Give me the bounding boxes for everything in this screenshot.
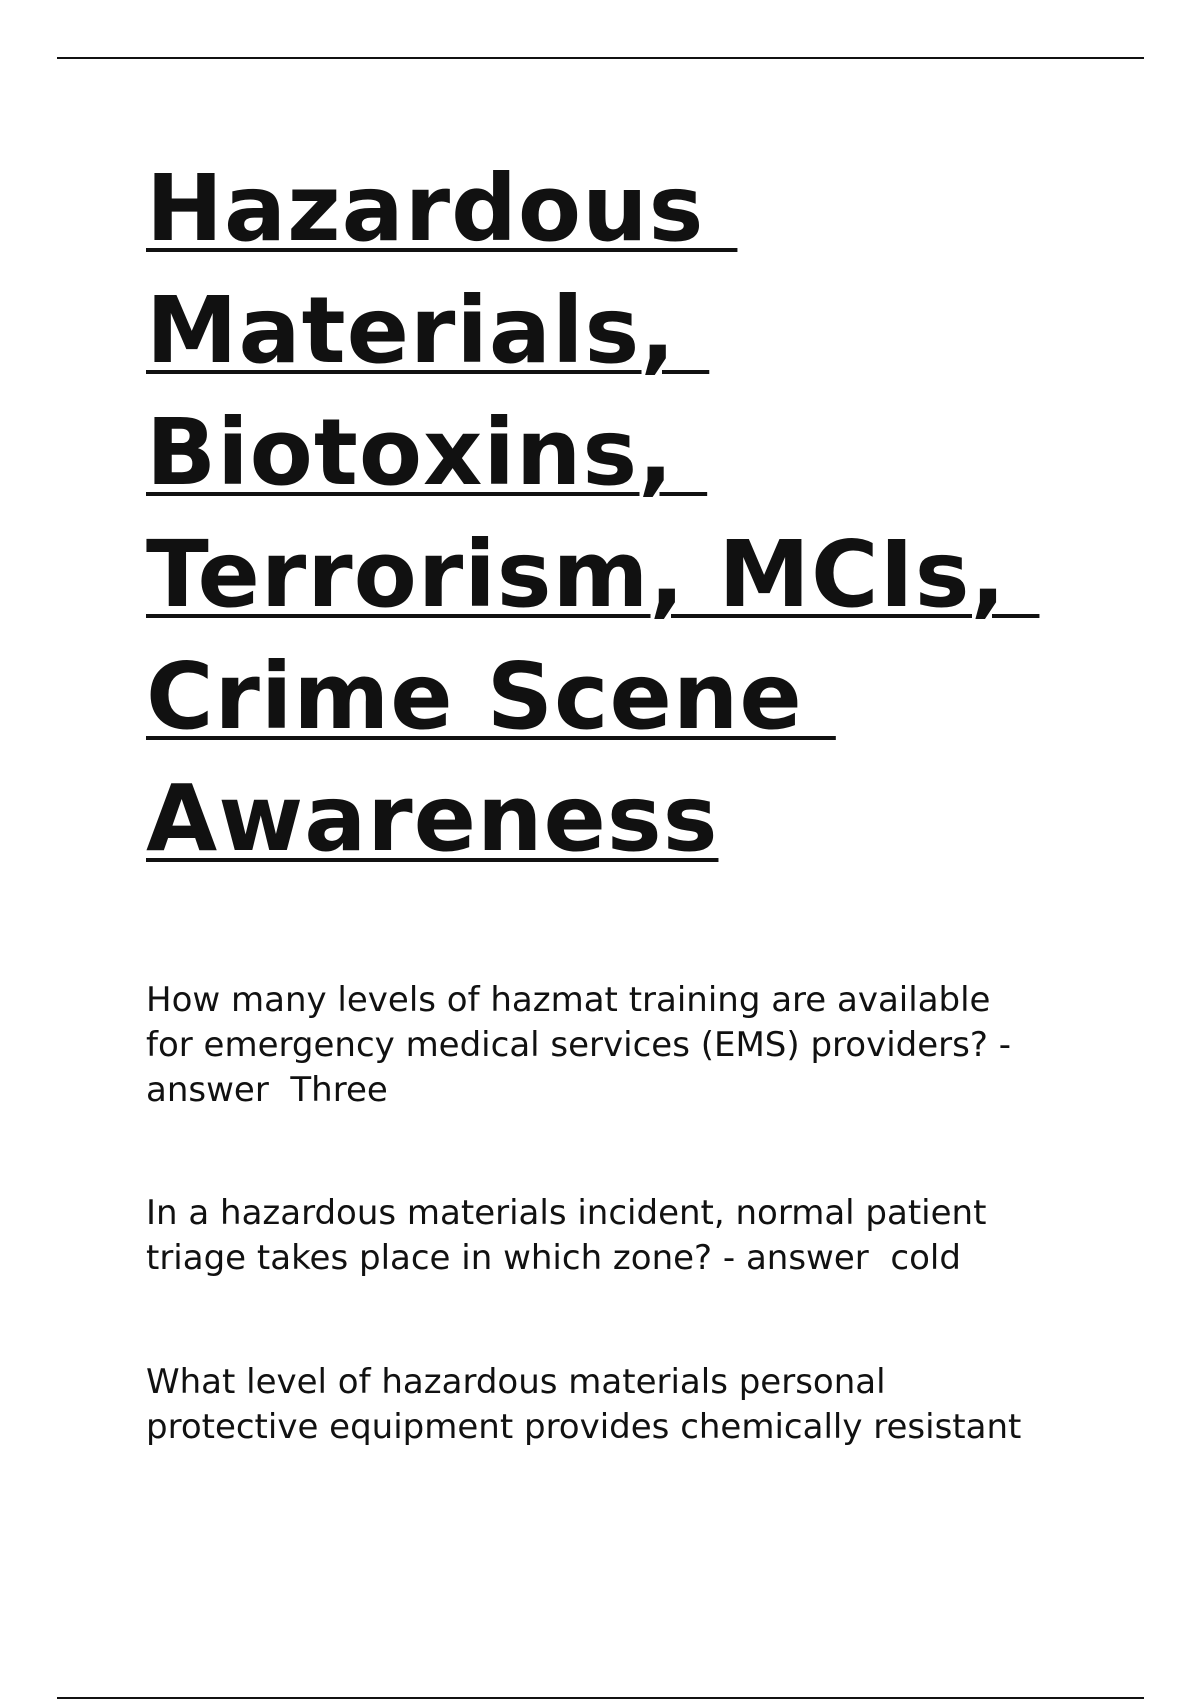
title-line: Awareness bbox=[146, 765, 719, 872]
title-line: Crime Scene bbox=[146, 643, 836, 750]
question-answer-item bbox=[146, 978, 1096, 1113]
qa-line: In a hazardous materials incident, normal patient bbox=[146, 1193, 987, 1233]
qa-line: triage takes place in which zone? - answer cold bbox=[146, 1238, 961, 1278]
document-body bbox=[146, 148, 1096, 1450]
qa-line: How many levels of hazmat training are available bbox=[146, 980, 991, 1020]
qa-line: for emergency medical services (EMS) providers? - bbox=[146, 1025, 1011, 1065]
title-line: Terrorism, MCIs, bbox=[146, 521, 1040, 628]
document-title bbox=[146, 148, 1096, 880]
top-rule bbox=[57, 57, 1144, 59]
title-line: Materials, bbox=[146, 277, 710, 384]
qa-line: answer Three bbox=[146, 1070, 388, 1110]
question-answer-item bbox=[146, 1191, 1096, 1281]
question-answer-item bbox=[146, 1360, 1096, 1450]
bottom-rule bbox=[57, 1697, 1144, 1699]
title-line: Biotoxins, bbox=[146, 399, 708, 506]
qa-line: protective equipment provides chemically resistant bbox=[146, 1407, 1022, 1447]
title-line: Hazardous bbox=[146, 155, 738, 262]
qa-line: What level of hazardous materials personal bbox=[146, 1362, 886, 1402]
